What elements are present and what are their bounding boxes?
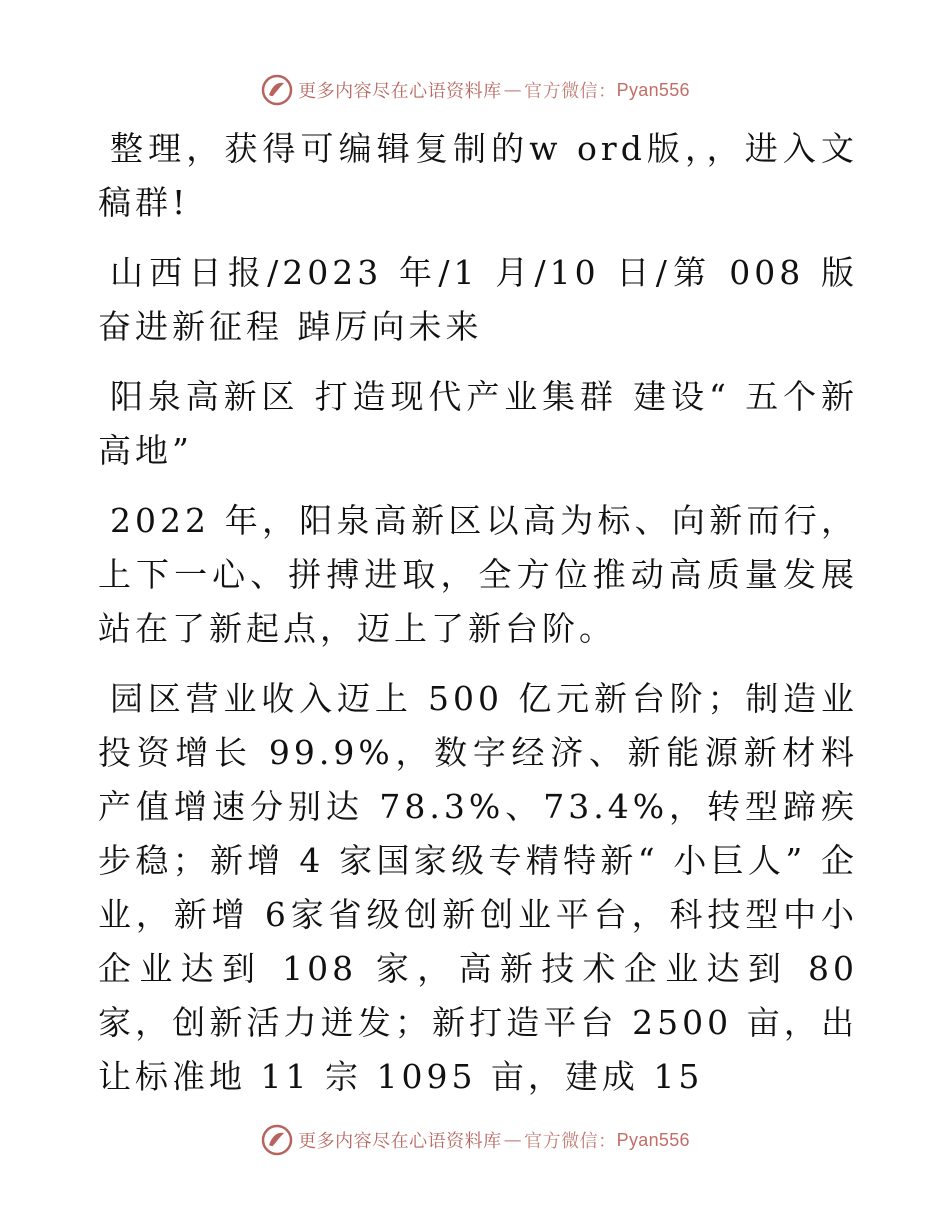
watermark-separator: — xyxy=(503,79,523,101)
watermark-text: 更多内容尽在心语资料库 xyxy=(298,1131,502,1152)
watermark-text: 更多内容尽在心语资料库 xyxy=(298,81,502,102)
header-watermark xyxy=(0,70,950,110)
paragraph-intro: 整理，获得可编辑复制的w ord版，，进入文稿群! xyxy=(98,129,858,222)
watermark-official-label: 官方微信： xyxy=(524,81,617,102)
watermark-wechat-id: Pyan556 xyxy=(616,79,690,100)
seal-logo-icon xyxy=(260,1123,294,1157)
paragraph-headline: 阳泉高新区 打造现代产业集群 建设“ 五个新高地” xyxy=(98,377,858,470)
paragraph-summary: 2022 年，阳泉高新区以高为标、向新而行，上下一心、拼搏进取，全方位推动高质量发展站在了新起点，迈上了新台阶。 xyxy=(98,501,858,648)
document-body xyxy=(98,122,858,1120)
paragraph-achievements: 园区营业收入迈上 500 亿元新台阶；制造业投资增长 99.9%，数字经济、新能源新材料产值增速分别达 78.3%、73.4%，转型蹄疾步稳；新增 4 家国家级专精特新“ 小巨人” 企业，新增 6家省级创新创业平台，科技型中小企业达到 108 家，高新技术企业达到 80 家，创新活力迸发；新打造平台 2500 亩，出让标准地 11 宗 1095 亩，建成 15 xyxy=(98,679,858,1096)
watermark-official-label: 官方微信： xyxy=(524,1131,617,1152)
paragraph-source: 山西日报/2023 年/1 月/10 日/第 008 版奋进新征程 踔厉向未来 xyxy=(98,253,858,346)
watermark-wechat-id: Pyan556 xyxy=(616,1129,690,1150)
seal-logo-icon xyxy=(260,73,294,107)
footer-watermark xyxy=(0,1120,950,1160)
watermark-separator: — xyxy=(503,1129,523,1151)
